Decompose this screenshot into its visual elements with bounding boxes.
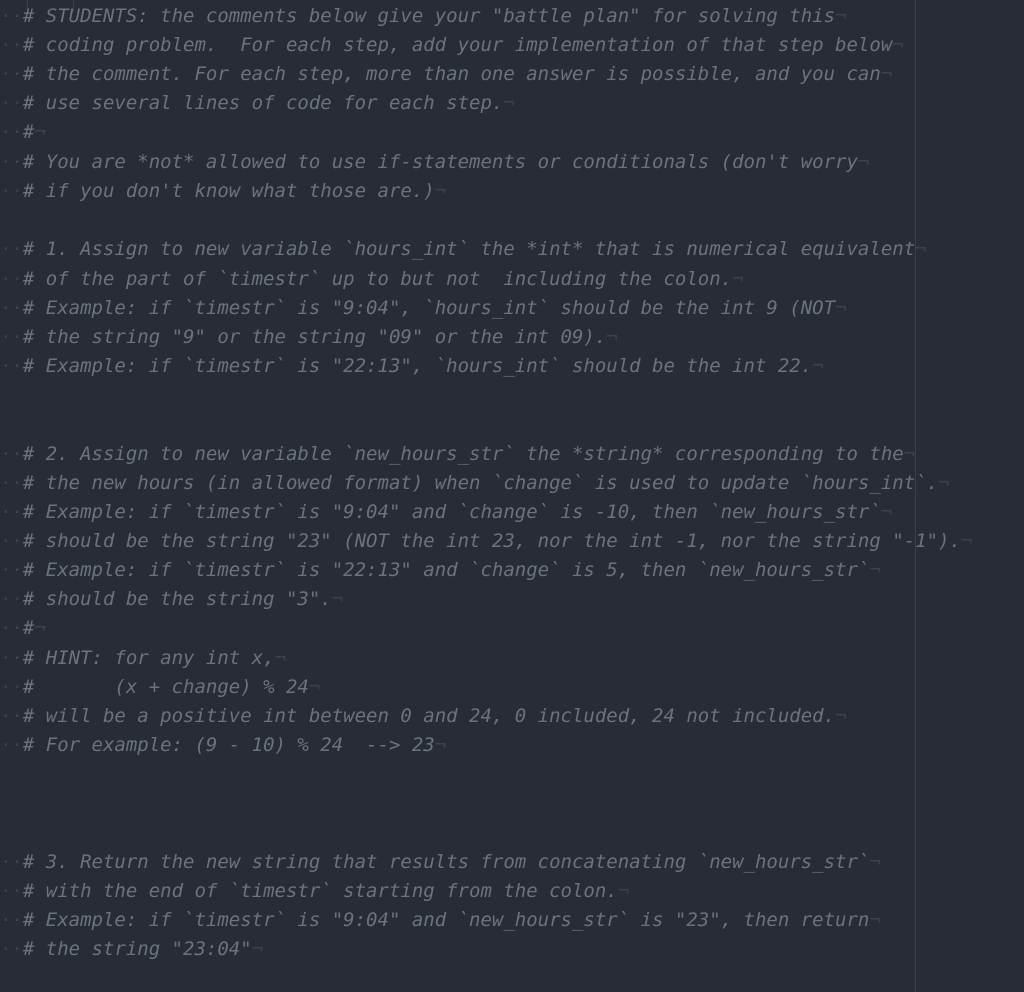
whitespace-marker: ··	[0, 238, 23, 260]
code-line[interactable]	[0, 702, 847, 731]
end-of-line-marker: ¬	[880, 63, 893, 85]
comment-text: # STUDENTS: the comments below give your "battle plan" for solving this	[22, 5, 836, 27]
code-line[interactable]	[0, 527, 972, 556]
comment-text: # 1. Assign to new variable `hours_int` the *int* that is numerical equivalent	[22, 238, 916, 260]
code-line[interactable]	[0, 585, 343, 614]
code-line[interactable]	[0, 177, 446, 206]
comment-text: # if you don't know what those are.)	[22, 180, 435, 202]
code-line[interactable]	[0, 731, 446, 760]
code-line[interactable]	[0, 323, 618, 352]
code-line[interactable]	[0, 60, 892, 89]
comment-text: # the comment. For each step, more than one answer is possible, and you can	[22, 63, 881, 85]
end-of-line-marker: ¬	[915, 238, 927, 260]
code-line[interactable]	[0, 498, 892, 527]
end-of-line-marker: ¬	[812, 355, 824, 377]
whitespace-marker: ··	[0, 676, 23, 698]
end-of-line-marker: ¬	[938, 472, 950, 494]
code-line[interactable]	[0, 265, 744, 294]
end-of-line-marker: ¬	[869, 851, 881, 873]
comment-text: # HINT: for any int x,	[22, 647, 275, 669]
comment-text: # 3. Return the new string that results from concatenating `new_hours_str`	[22, 851, 870, 873]
whitespace-marker: ··	[0, 705, 23, 727]
end-of-line-marker: ¬	[434, 734, 447, 756]
code-line[interactable]	[0, 877, 629, 906]
whitespace-marker: ··	[0, 63, 23, 85]
comment-text: # Example: if `timestr` is "9:04" and `new_hours_str` is "23", then return	[22, 909, 870, 931]
end-of-line-marker: ¬	[503, 92, 515, 114]
code-line[interactable]	[0, 935, 263, 964]
end-of-line-marker: ¬	[903, 443, 916, 465]
end-of-line-marker: ¬	[274, 647, 287, 669]
whitespace-marker: ··	[0, 647, 23, 669]
comment-text: #	[22, 617, 35, 639]
comment-text: # For example: (9 - 10) % 24 --> 23	[22, 734, 435, 756]
comment-text: # coding problem. For each step, add your implementation of that step below	[22, 34, 893, 56]
code-line[interactable]	[0, 89, 515, 118]
whitespace-marker: ··	[0, 34, 23, 56]
end-of-line-marker: ¬	[34, 121, 46, 143]
end-of-line-marker: ¬	[835, 297, 847, 319]
whitespace-marker: ··	[0, 180, 23, 202]
code-line[interactable]	[0, 469, 949, 498]
code-line[interactable]	[0, 294, 847, 323]
whitespace-marker: ··	[0, 734, 23, 756]
code-line[interactable]	[0, 644, 286, 673]
whitespace-marker: ··	[0, 559, 23, 581]
end-of-line-marker: ¬	[880, 501, 893, 523]
comment-text: # with the end of `timestr` starting from the colon.	[22, 880, 618, 902]
code-line[interactable]	[0, 2, 847, 31]
comment-text: # 2. Assign to new variable `new_hours_str` the *string* corresponding to the	[22, 443, 904, 465]
end-of-line-marker: ¬	[960, 530, 973, 552]
whitespace-marker: ··	[0, 297, 23, 319]
comment-text: # will be a positive int between 0 and 24, 0 included, 24 not included.	[22, 705, 836, 727]
comment-text: # Example: if `timestr` is "22:13", `hours_int` should be the int 22.	[22, 355, 813, 377]
comment-text: # the string "23:04"	[22, 938, 252, 960]
end-of-line-marker: ¬	[835, 5, 847, 27]
whitespace-marker: ··	[0, 92, 23, 114]
whitespace-marker: ··	[0, 588, 23, 610]
comment-text: # the new hours (in allowed format) when `change` is used to update `hours_int`.	[22, 472, 939, 494]
code-line[interactable]	[0, 31, 904, 60]
whitespace-marker: ··	[0, 880, 23, 902]
whitespace-marker: ··	[0, 121, 23, 143]
code-line[interactable]	[0, 235, 927, 264]
end-of-line-marker: ¬	[869, 909, 881, 931]
code-line[interactable]	[0, 556, 881, 585]
end-of-line-marker: ¬	[606, 326, 618, 348]
code-line[interactable]	[0, 148, 869, 177]
whitespace-marker: ··	[0, 268, 23, 290]
code-line[interactable]	[0, 118, 46, 147]
comment-text: # should be the string "23" (NOT the int 23, nor the int -1, nor the string "-1").	[22, 530, 961, 552]
whitespace-marker: ··	[0, 530, 23, 552]
end-of-line-marker: ¬	[892, 34, 904, 56]
comment-text: #	[22, 121, 35, 143]
whitespace-marker: ··	[0, 151, 23, 173]
code-line[interactable]	[0, 673, 320, 702]
whitespace-marker: ··	[0, 851, 23, 873]
comment-text: # You are *not* allowed to use if-statements or conditionals (don't worry	[22, 151, 858, 173]
end-of-line-marker: ¬	[308, 676, 321, 698]
comment-text: # Example: if `timestr` is "9:04", `hours_int` should be the int 9 (NOT	[22, 297, 836, 319]
end-of-line-marker: ¬	[869, 559, 881, 581]
code-line[interactable]	[0, 848, 881, 877]
end-of-line-marker: ¬	[251, 938, 264, 960]
whitespace-marker: ··	[0, 5, 23, 27]
code-line[interactable]	[0, 440, 915, 469]
end-of-line-marker: ¬	[34, 617, 46, 639]
end-of-line-marker: ¬	[732, 268, 744, 290]
whitespace-marker: ··	[0, 501, 23, 523]
code-line[interactable]	[0, 614, 46, 643]
end-of-line-marker: ¬	[857, 151, 870, 173]
code-line[interactable]	[0, 352, 824, 381]
whitespace-marker: ··	[0, 326, 23, 348]
end-of-line-marker: ¬	[331, 588, 344, 610]
comment-text: # of the part of `timestr` up to but not including the colon.	[22, 268, 733, 290]
comment-text: # the string "9" or the string "09" or the int 09).	[22, 326, 607, 348]
whitespace-marker: ··	[0, 472, 23, 494]
whitespace-marker: ··	[0, 355, 23, 377]
whitespace-marker: ··	[0, 617, 23, 639]
whitespace-marker: ··	[0, 909, 23, 931]
whitespace-marker: ··	[0, 938, 23, 960]
comment-text: # Example: if `timestr` is "22:13" and `change` is 5, then `new_hours_str`	[22, 559, 870, 581]
comment-text: # Example: if `timestr` is "9:04" and `change` is -10, then `new_hours_str`	[22, 501, 881, 523]
comment-text: # should be the string "3".	[22, 588, 332, 610]
code-line[interactable]	[0, 906, 881, 935]
whitespace-marker: ··	[0, 443, 23, 465]
comment-text: # (x + change) % 24	[22, 676, 309, 698]
end-of-line-marker: ¬	[835, 705, 847, 727]
end-of-line-marker: ¬	[617, 880, 630, 902]
comment-text: # use several lines of code for each step.	[22, 92, 504, 114]
end-of-line-marker: ¬	[434, 180, 447, 202]
